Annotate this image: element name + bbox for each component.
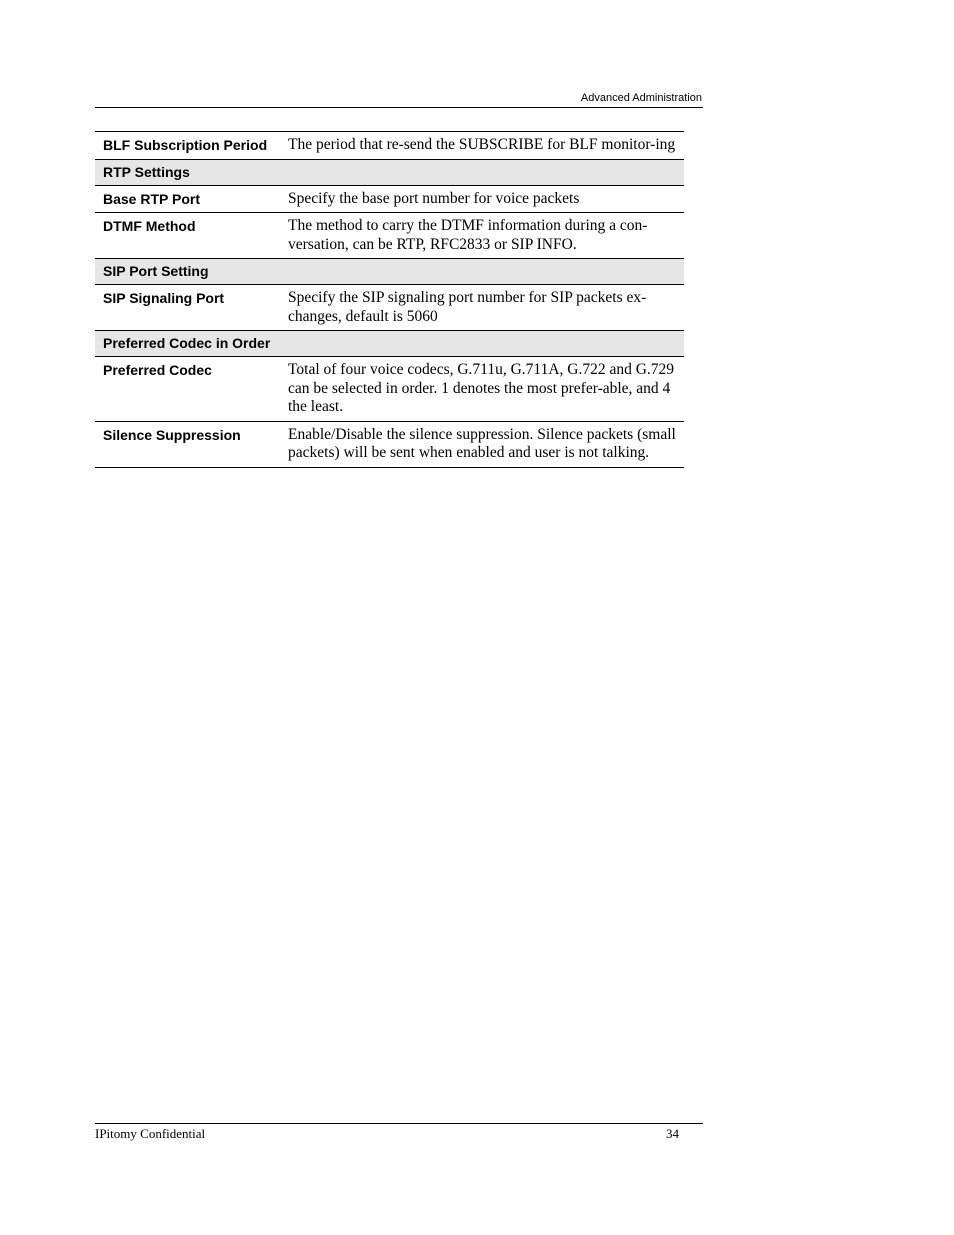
setting-label: Silence Suppression: [95, 421, 280, 467]
table-row: [95, 285, 684, 331]
table-row: [95, 185, 684, 213]
footer-rule: [95, 1123, 703, 1124]
table-row: [95, 132, 684, 160]
setting-label: DTMF Method: [95, 213, 280, 259]
setting-description: The period that re-send the SUBSCRIBE for BLF monitor-ing: [280, 132, 684, 160]
setting-label: Preferred Codec: [95, 357, 280, 422]
section-heading: Preferred Codec in Order: [95, 331, 684, 357]
setting-label: Base RTP Port: [95, 185, 280, 213]
section-row: [95, 259, 684, 285]
section-row: [95, 159, 684, 185]
setting-description: The method to carry the DTMF information during a con-versation, can be RTP, RFC2833 or SIP INFO.: [280, 213, 684, 259]
setting-label: BLF Subscription Period: [95, 132, 280, 160]
setting-description: Specify the SIP signaling port number for SIP packets ex-changes, default is 5060: [280, 285, 684, 331]
section-row: [95, 331, 684, 357]
table-row: [95, 357, 684, 422]
setting-label: SIP Signaling Port: [95, 285, 280, 331]
table-row: [95, 213, 684, 259]
setting-description: Specify the base port number for voice packets: [280, 185, 684, 213]
header-rule: [95, 107, 703, 108]
setting-description: Total of four voice codecs, G.711u, G.711A, G.722 and G.729 can be selected in order. 1 denotes the most prefer-able, and 4 the least.: [280, 357, 684, 422]
running-header: Advanced Administration: [580, 92, 702, 104]
settings-table: [95, 131, 684, 468]
page-number: 34: [666, 1126, 679, 1141]
setting-description: Enable/Disable the silence suppression. Silence packets (small packets) will be sent when enabled and user is not talking.: [280, 421, 684, 467]
section-heading: SIP Port Setting: [95, 259, 684, 285]
footer-company: IPitomy Confidential: [95, 1126, 206, 1141]
table-row: [95, 421, 684, 467]
section-heading: RTP Settings: [95, 159, 684, 185]
